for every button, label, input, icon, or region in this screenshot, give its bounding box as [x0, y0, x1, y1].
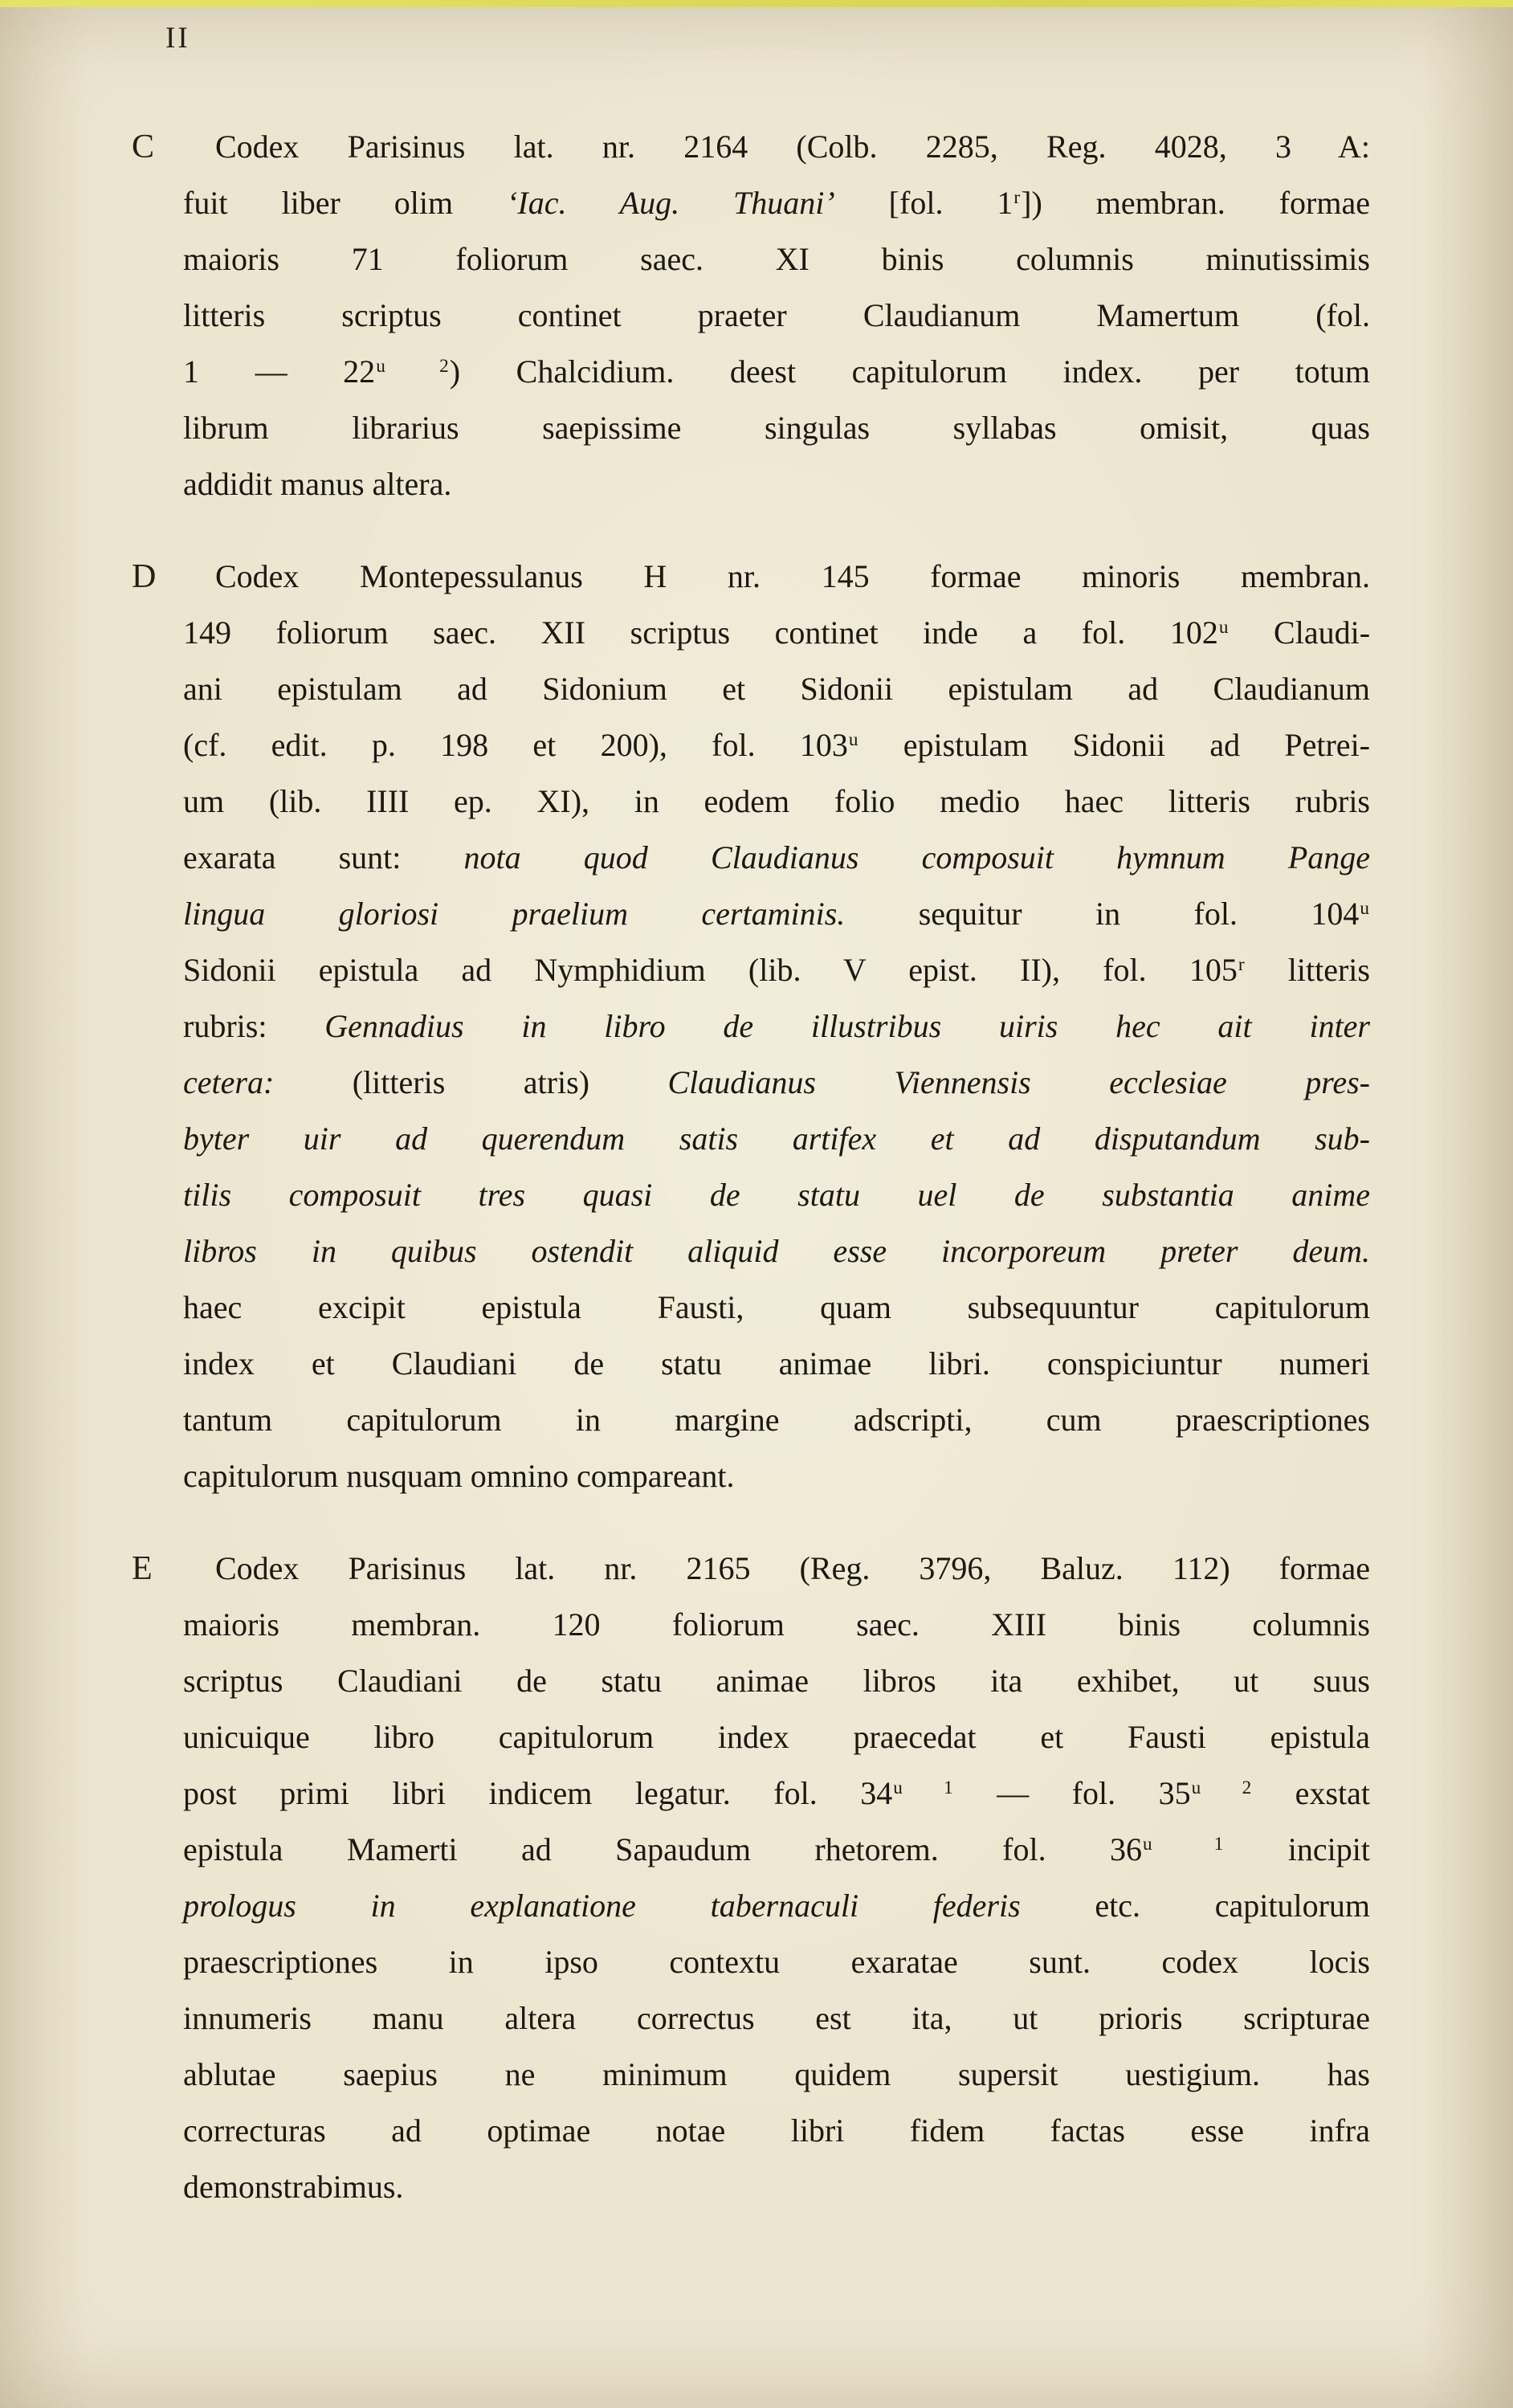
text-line: fuit liber olim ‘Iac. Aug. Thuani’ [fol. 1$^r$]) membran. formae	[183, 185, 1370, 221]
page-number: II	[165, 22, 190, 55]
text-line: exarata sunt: nota quod Claudianus composuit hymnum Pange	[183, 839, 1371, 875]
text-line: haec excipit epistula Fausti, quam subsequuntur capitulorum	[183, 1289, 1370, 1325]
text-line: epistula Mamerti ad Sapaudum rhetorem. fol. $36^{u 1}$ incipit	[183, 1831, 1370, 1867]
text-line: Codex Parisinus lat. nr. 2164 (Colb. 2285, Reg. 4028, 3 A:	[215, 129, 1370, 165]
text-line: capitulorum nusquam omnino compareant.	[183, 1458, 735, 1494]
text-line: maioris 71 foliorum saec. XI binis columnis minutissimis	[183, 241, 1370, 277]
entry-text-d	[183, 549, 1370, 1504]
siglum-label-e: E	[132, 1550, 153, 1587]
text-line: byter uir ad querendum satis artifex et ad disputandum sub-	[183, 1120, 1370, 1157]
text-line: Codex Montepessulanus H nr. 145 formae minoris membran.	[215, 558, 1370, 594]
text-line: rubris: Gennadius in libro de illustribus uiris hec ait inter	[183, 1008, 1370, 1044]
text-line: maioris membran. 120 foliorum saec. XIII binis columnis	[183, 1606, 1370, 1643]
text-line: cetera: (litteris atris) Claudianus Viennensis ecclesiae pres-	[183, 1064, 1371, 1100]
text-block	[132, 119, 1371, 2251]
text-line: index et Claudiani de statu animae libri. conspiciuntur numeri	[183, 1345, 1370, 1382]
text-line: demonstrabimus.	[183, 2169, 404, 2205]
entry-text-c	[183, 119, 1370, 512]
text-line: 1 — $22^{u 2}$) Chalcidium. deest capitulorum index. per totum	[183, 353, 1371, 390]
page-top-edge	[0, 0, 1513, 7]
siglum-label-c: C	[132, 129, 155, 165]
text-line: correcturas ad optimae notae libri fidem factas esse infra	[183, 2112, 1370, 2149]
text-line: Codex Parisinus lat. nr. 2165 (Reg. 3796, Baluz. 112) formae	[215, 1550, 1370, 1586]
text-line: librum librarius saepissime singulas syllabas omisit, quas	[183, 410, 1370, 446]
text-line: 149 foliorum saec. XII scriptus continet inde a fol. 102$^u$ Claudi-	[183, 614, 1371, 651]
entry-text-e	[183, 1541, 1370, 2215]
text-line: (cf. edit. p. 198 et 200), fol. 103$^u$ epistulam Sidonii ad Petrei-	[183, 727, 1370, 763]
text-line: scriptus Claudiani de statu animae libros ita exhibet, ut suus	[183, 1663, 1370, 1699]
text-line: prologus in explanatione tabernaculi federis etc. capitulorum	[183, 1888, 1371, 1924]
text-line: ani epistulam ad Sidonium et Sidonii epistulam ad Claudianum	[183, 671, 1370, 707]
text-line: litteris scriptus continet praeter Claudianum Mamertum (fol.	[183, 297, 1370, 333]
text-line: tantum capitulorum in margine adscripti, cum praescriptiones	[183, 1402, 1370, 1438]
text-line: unicuique libro capitulorum index praecedat et Fausti epistula	[183, 1719, 1370, 1755]
manuscript-entry-d	[132, 549, 1371, 1504]
text-line: um (lib. IIII ep. XI), in eodem folio medio haec litteris rubris	[183, 783, 1370, 819]
text-line: innumeris manu altera correctus est ita, ut prioris scripturae	[183, 2000, 1370, 2036]
manuscript-entry-c	[132, 119, 1371, 512]
text-line: Sidonii epistula ad Nymphidium (lib. V epist. II), fol. 105$^r$ litteris	[183, 952, 1370, 988]
text-line: lingua gloriosi praelium certaminis. sequitur in fol. 104$^u$	[183, 896, 1370, 932]
text-line: ablutae saepius ne minimum quidem supersit uestigium. has	[183, 2056, 1370, 2092]
manuscript-entry-e	[132, 1541, 1371, 2215]
text-line: praescriptiones in ipso contextu exaratae sunt. codex locis	[183, 1944, 1370, 1980]
text-line: addidit manus altera.	[183, 466, 452, 502]
siglum-label-d: D	[132, 558, 157, 595]
text-line: post primi libri indicem legatur. fol. $34^{u 1}$ — fol. $35^{u 2}$ exstat	[183, 1775, 1370, 1811]
text-line: tilis composuit tres quasi de statu uel de substantia anime	[183, 1177, 1370, 1213]
text-line: libros in quibus ostendit aliquid esse incorporeum preter deum.	[183, 1233, 1370, 1269]
